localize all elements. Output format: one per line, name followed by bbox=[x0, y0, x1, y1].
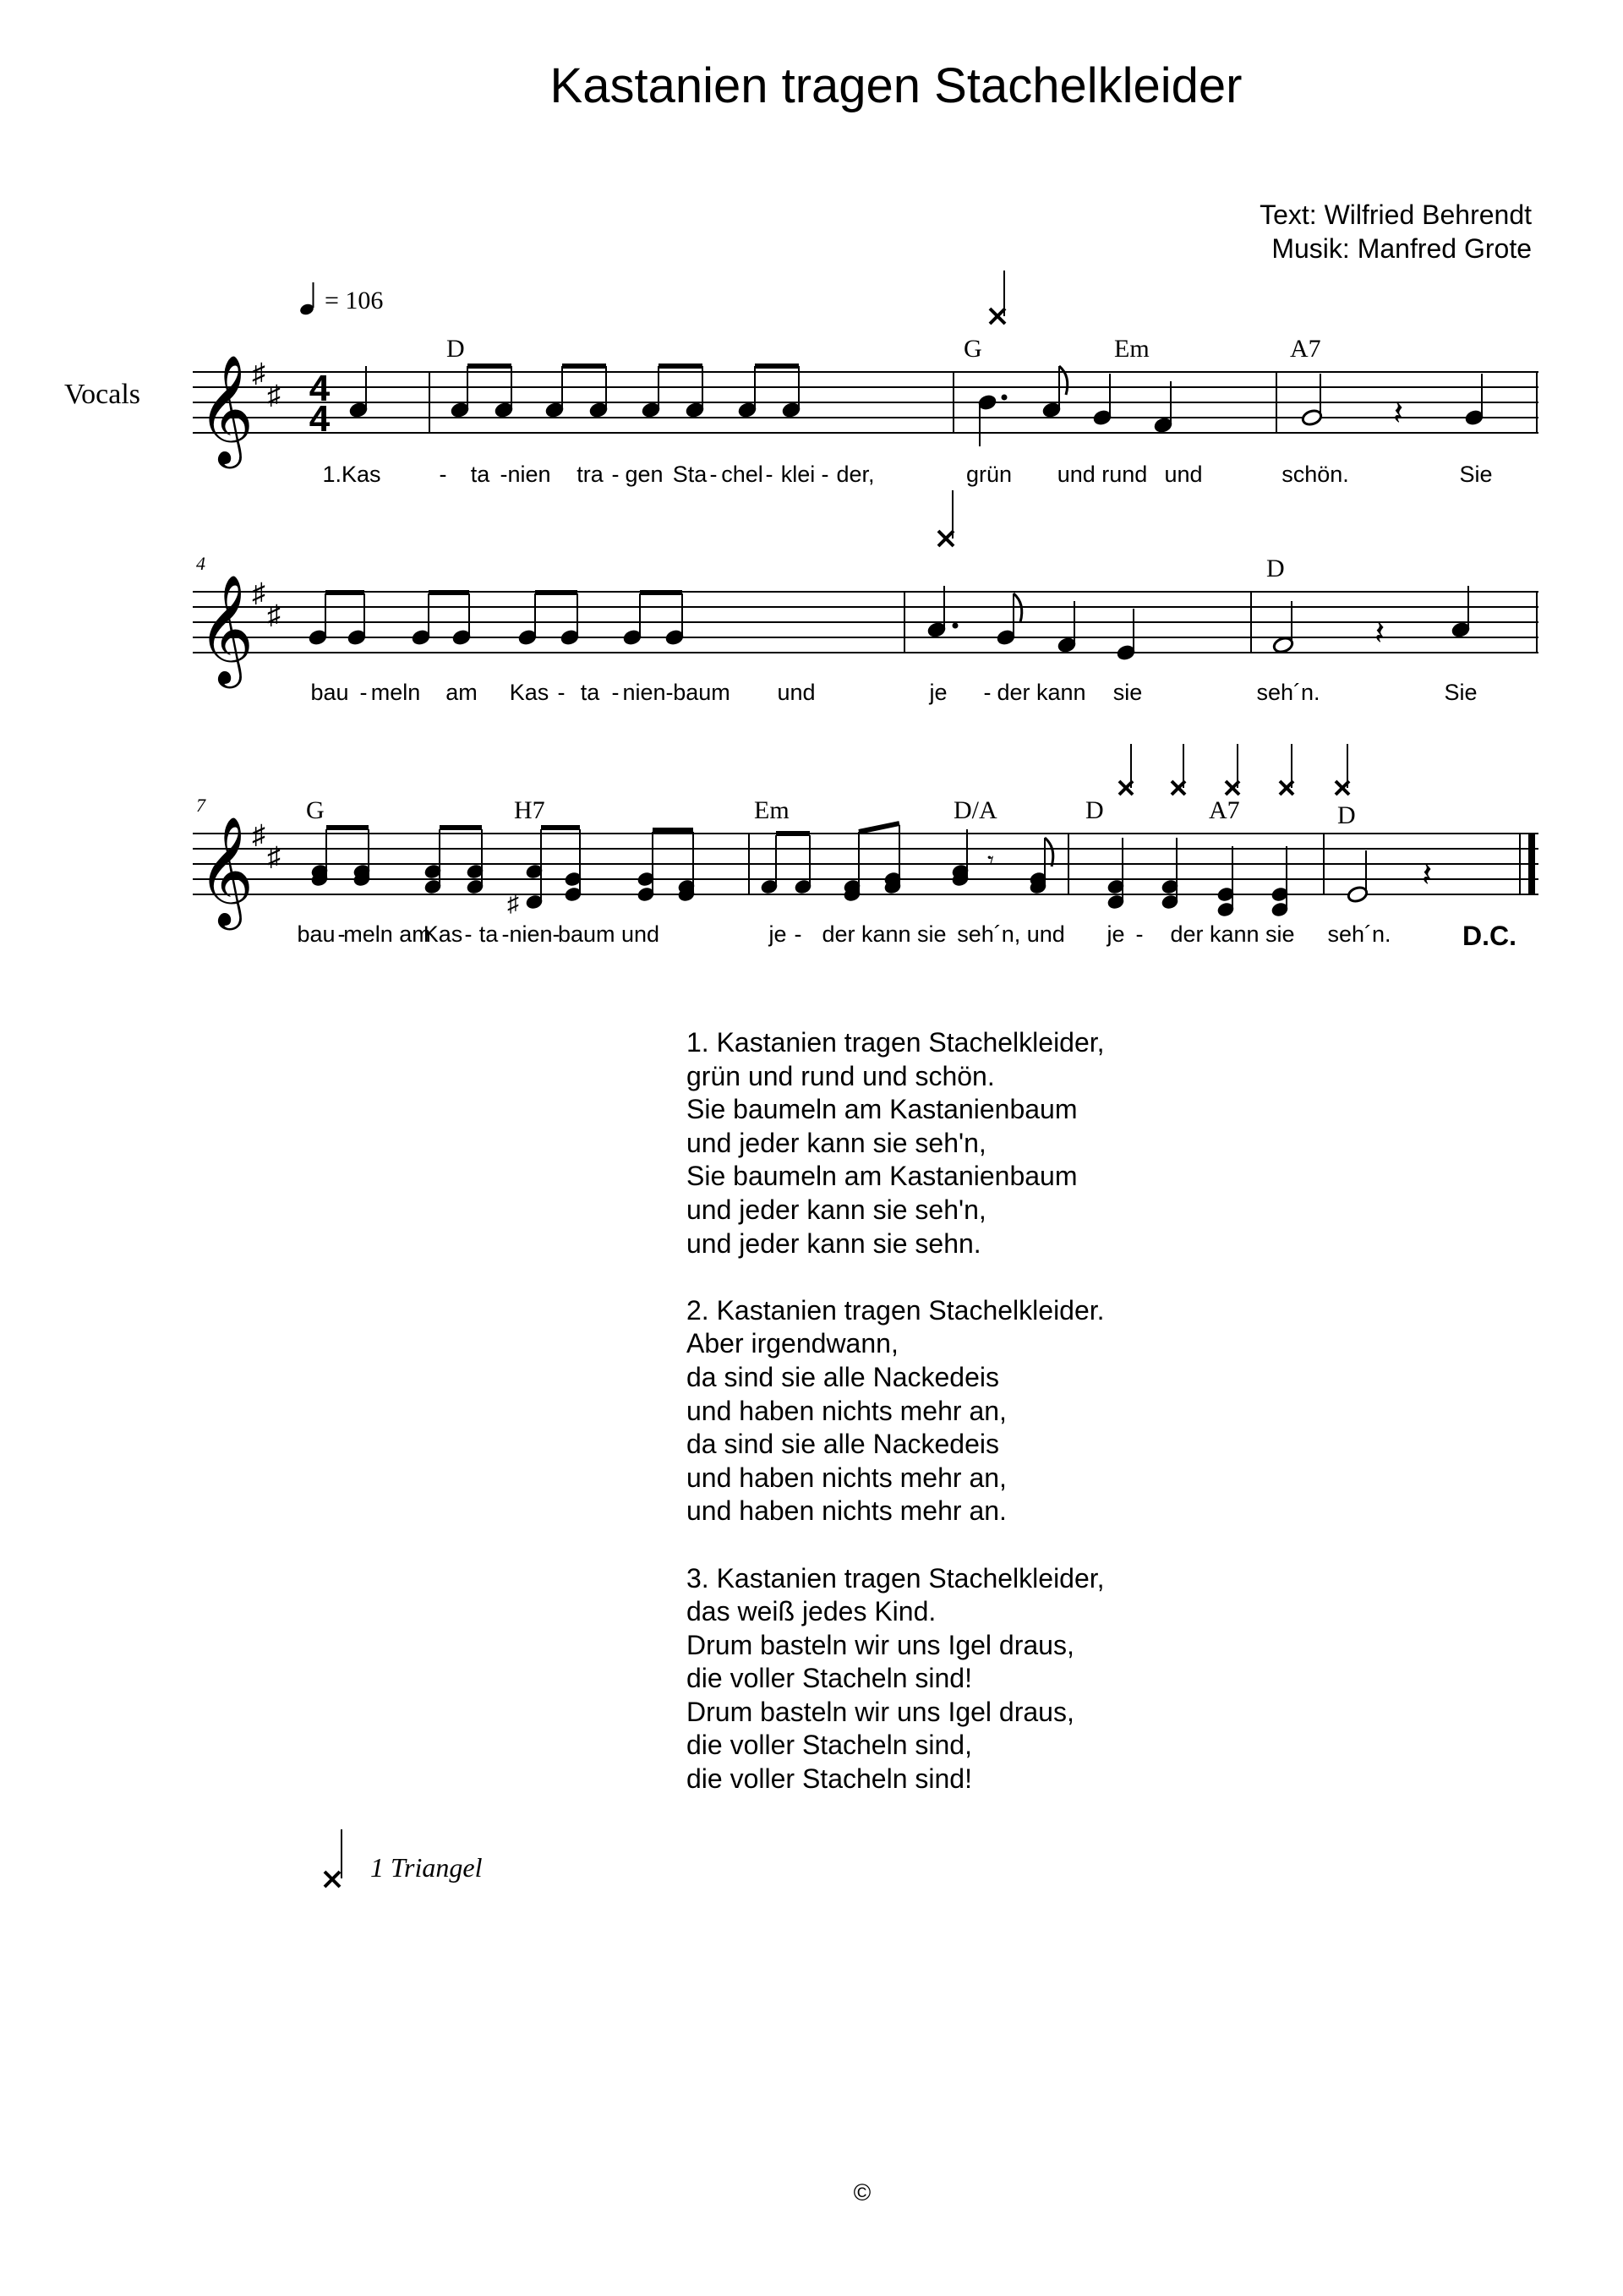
svg-text:und rund: und rund bbox=[1057, 462, 1148, 487]
svg-text:Kas: Kas bbox=[423, 921, 463, 947]
svg-text:der,: der, bbox=[836, 462, 875, 487]
svg-text:H7: H7 bbox=[514, 796, 545, 824]
svg-text:-: - bbox=[1135, 921, 1144, 947]
song-title: Kastanien tragen Stachelkleider bbox=[549, 58, 1243, 113]
chord-symbols bbox=[1266, 555, 1285, 582]
svg-text:der kann sie: der kann sie bbox=[822, 921, 947, 947]
svg-text:seh´n.: seh´n. bbox=[1327, 921, 1391, 947]
svg-text:A7: A7 bbox=[1209, 796, 1240, 824]
stanza-1: 1. Kastanien tragen Stachelkleider, grün und rund und schön. Sie baumeln am Kastanienbaum und jeder kann sie seh'n, Sie baumeln am Kastanienbaum und jeder kann sie seh'n, und jeder kann sie sehn. bbox=[686, 1027, 1105, 1259]
staff-lines bbox=[193, 372, 1538, 433]
triangle-hit bbox=[938, 490, 954, 546]
lyrics-line bbox=[297, 921, 1391, 947]
svg-text:Kas: Kas bbox=[509, 680, 549, 705]
svg-text:bau: bau bbox=[297, 921, 336, 947]
svg-text:𝄽: 𝄽 bbox=[1393, 395, 1404, 432]
legend-label: 1 Triangel bbox=[370, 1852, 483, 1883]
svg-text:-: - bbox=[557, 680, 566, 705]
svg-text:Sie: Sie bbox=[1444, 680, 1478, 705]
svg-text:Sie: Sie bbox=[1459, 462, 1493, 487]
svg-text:D: D bbox=[1085, 796, 1104, 824]
svg-text:𝄾: 𝄾 bbox=[987, 847, 994, 875]
svg-text:A7: A7 bbox=[1290, 335, 1321, 363]
triangle-hits bbox=[1119, 744, 1349, 795]
svg-text:D: D bbox=[446, 335, 465, 363]
svg-text:der kann: der kann bbox=[997, 680, 1086, 705]
svg-text:je: je bbox=[929, 680, 948, 705]
stanza-2: 2. Kastanien tragen Stachelkleider. Aber irgendwann, da sind sie alle Nackedeis und haben nichts mehr an, da sind sie alle Nackedeis und haben nichts mehr an, und haben nichts mehr an. bbox=[686, 1294, 1105, 1527]
svg-text:D: D bbox=[1337, 801, 1356, 829]
svg-text:seh´n.: seh´n. bbox=[1256, 680, 1320, 705]
svg-text:nien: nien bbox=[507, 462, 551, 487]
svg-text:-: - bbox=[611, 462, 620, 487]
svg-text:schön.: schön. bbox=[1281, 462, 1349, 487]
svg-text:ta: ta bbox=[580, 680, 600, 705]
stanza-3: 3. Kastanien tragen Stachelkleider, das weiß jedes Kind. Drum basteln wir uns Igel draus, die voller Stacheln sind! Drum basteln wir uns Igel draus, die voller Stacheln sind, die voller Stacheln sind! bbox=[686, 1562, 1105, 1795]
measure-number: 4 bbox=[196, 553, 205, 574]
svg-text:-: - bbox=[821, 462, 829, 487]
svg-text:klei: klei bbox=[780, 462, 816, 487]
tempo-value: = 106 bbox=[325, 287, 384, 314]
instrument-legend bbox=[321, 1828, 482, 1890]
chord-symbols bbox=[306, 796, 1356, 829]
svg-text:-: - bbox=[709, 462, 718, 487]
svg-text:-: - bbox=[439, 462, 447, 487]
staff-lines bbox=[193, 592, 1538, 653]
svg-text:und: und bbox=[777, 680, 816, 705]
treble-clef-icon: 𝄞 bbox=[198, 817, 254, 923]
svg-text:ta: ta bbox=[470, 462, 490, 487]
svg-text:𝄽: 𝄽 bbox=[1374, 615, 1385, 652]
svg-text:4: 4 bbox=[309, 398, 331, 440]
svg-text:4: 4 bbox=[309, 368, 331, 409]
svg-text:𝄽: 𝄽 bbox=[1422, 856, 1433, 894]
svg-text:gen: gen bbox=[625, 462, 664, 487]
svg-text:-: - bbox=[794, 921, 802, 947]
svg-text:♯: ♯ bbox=[267, 599, 281, 630]
instrument-label: Vocals bbox=[64, 379, 141, 410]
svg-text:baum: baum bbox=[673, 680, 730, 705]
svg-text:chel: chel bbox=[721, 462, 763, 487]
svg-text:bau: bau bbox=[310, 680, 349, 705]
treble-clef-icon: 𝄞 bbox=[198, 576, 254, 681]
svg-text:-: - bbox=[665, 680, 674, 705]
svg-text:Em: Em bbox=[754, 796, 790, 824]
svg-text:D/A: D/A bbox=[954, 796, 997, 824]
staff-system-2 bbox=[193, 482, 1538, 761]
copyright-mark: © bbox=[853, 2179, 872, 2206]
svg-text:♯: ♯ bbox=[507, 890, 519, 916]
notes bbox=[308, 586, 1471, 661]
svg-text:am: am bbox=[445, 680, 478, 705]
svg-text:♯: ♯ bbox=[267, 380, 281, 410]
time-signature bbox=[309, 368, 331, 440]
notes bbox=[348, 364, 1484, 446]
x-notehead-icon bbox=[321, 1828, 347, 1890]
svg-text:G: G bbox=[964, 335, 982, 363]
svg-text:je: je bbox=[768, 921, 787, 947]
svg-text:-: - bbox=[359, 680, 368, 705]
measure-number: 7 bbox=[196, 795, 205, 816]
svg-text:D: D bbox=[1266, 555, 1285, 582]
svg-text:-: - bbox=[765, 462, 773, 487]
svg-text:-: - bbox=[611, 680, 620, 705]
svg-text:Em: Em bbox=[1114, 335, 1150, 363]
lyrics-line bbox=[310, 680, 1477, 705]
svg-text:-: - bbox=[552, 921, 560, 947]
svg-text:-: - bbox=[464, 921, 473, 947]
svg-text:grün: grün bbox=[965, 462, 1013, 487]
staff-system-3 bbox=[193, 724, 1538, 1003]
svg-text:♯: ♯ bbox=[252, 577, 265, 608]
composer-credit: Musik: Manfred Grote bbox=[1271, 233, 1532, 264]
svg-text:seh´n, und: seh´n, und bbox=[957, 921, 1065, 947]
svg-text:und: und bbox=[1164, 462, 1203, 487]
song-text bbox=[686, 1026, 1363, 1829]
da-capo-marking: D.C. bbox=[1462, 921, 1516, 951]
staff-lines bbox=[193, 834, 1538, 894]
chord-symbols bbox=[446, 335, 1321, 363]
svg-text:♯: ♯ bbox=[252, 819, 265, 850]
svg-text:meln: meln bbox=[370, 680, 421, 705]
notes bbox=[310, 823, 1432, 918]
svg-text:-: - bbox=[501, 921, 510, 947]
svg-text:nien: nien bbox=[622, 680, 666, 705]
svg-text:♯: ♯ bbox=[252, 358, 265, 388]
svg-text:der kann sie: der kann sie bbox=[1170, 921, 1295, 947]
svg-text:♯: ♯ bbox=[267, 841, 281, 872]
svg-text:Sta: Sta bbox=[672, 462, 708, 487]
svg-text:1.Kas: 1.Kas bbox=[322, 462, 381, 487]
svg-text:-: - bbox=[983, 680, 992, 705]
svg-text:-: - bbox=[500, 462, 508, 487]
treble-clef-icon: 𝄞 bbox=[198, 356, 254, 462]
lyricist-credit: Text: Wilfried Behrendt bbox=[1260, 200, 1532, 230]
svg-text:meln am: meln am bbox=[343, 921, 431, 947]
svg-text:ta: ta bbox=[478, 921, 499, 947]
svg-text:tra: tra bbox=[577, 462, 604, 487]
svg-text:G: G bbox=[306, 796, 325, 824]
svg-text:je: je bbox=[1107, 921, 1125, 947]
triangle-hit bbox=[990, 271, 1005, 324]
svg-text:-: - bbox=[337, 921, 346, 947]
svg-text:nien: nien bbox=[509, 921, 553, 947]
svg-text:baum und: baum und bbox=[557, 921, 660, 947]
svg-text:sie: sie bbox=[1112, 680, 1143, 705]
